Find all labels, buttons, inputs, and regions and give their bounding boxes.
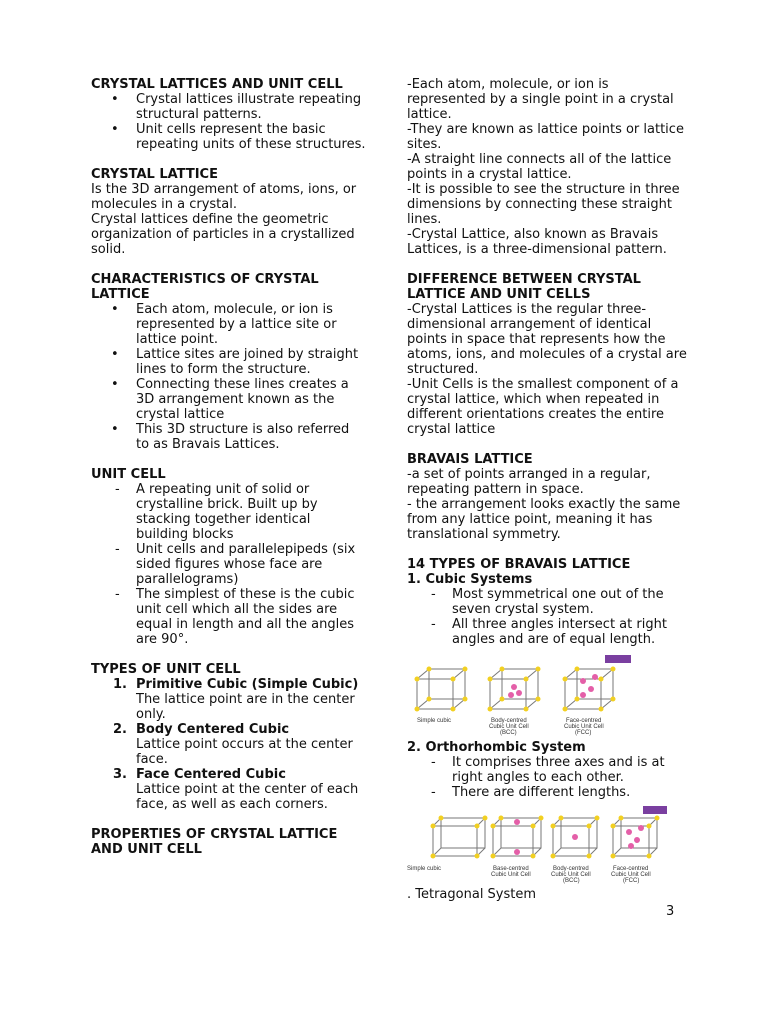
simple-cubic-cell [417,669,465,709]
heading-unit-cell: UNIT CELL [91,467,166,482]
fig-label: Cubic Unit Cell [489,724,529,730]
tetragonal-system-label: . Tetragonal System [407,887,537,902]
list-item [91,722,366,767]
difference-paragraph: -Unit Cells is the smallest component of a crystal lattice, which when repeated in different orientations creates the entire crystal lattice [407,377,679,437]
fig-label: Face-centred [613,866,649,872]
list-item: • Each atom, molecule, or ion is represented by a lattice site or lattice point. [91,302,366,347]
orthorhombic-list [407,755,687,800]
fig-label: Simple cubic [417,718,452,724]
list-item: • Connecting these lines creates a 3D arrangement known as the crystal lattice [91,377,366,422]
cubic-list [407,587,687,647]
list-item: - A repeating unit of solid or crystalline brick. Built up by stacking together identical building blocks [91,482,366,542]
fig-label: Cubic Unit Cell [551,872,591,878]
intro-paragraph: -Each atom, molecule, or ion is represented by a single point in a crystal lattice. [407,77,674,122]
fig-label: Base-centred [493,866,529,872]
fig-label: (FCC) [623,878,640,884]
heading-characteristics: CHARACTERISTICS OF CRYSTAL LATTICE [91,272,319,302]
list-item [91,767,366,812]
item-title: Primitive Cubic (Simple Cubic) [136,677,359,692]
list-item [91,677,366,722]
list-item: - Most symmetrical one out of the seven crystal system. [407,587,687,617]
orthorhombic-cells-figure [407,806,687,884]
fig-label: Cubic Unit Cell [611,872,651,878]
list-item: - The simplest of these is the cubic unit cell which all the sides are equal in length and all the angles are 90°. [91,587,366,647]
fig-label: (BCC) [500,730,517,736]
bravais-paragraph: -a set of points arranged in a regular, repeating pattern in space. [407,467,651,497]
right-column [407,77,687,902]
item-text: Lattice point occurs at the center face. [136,737,353,767]
heading-properties: PROPERTIES OF CRYSTAL LATTICE AND UNIT CELL [91,827,338,857]
center-atoms [508,684,522,698]
ortho-face-cell [613,818,657,856]
crystal-lattice-definition: Is the 3D arrangement of atoms, ions, or molecules in a crystal. [91,182,357,212]
heading-14-types: 14 TYPES OF BRAVAIS LATTICE [407,557,631,572]
page-number: 3 [666,904,675,919]
item-number: 2. [113,722,127,737]
item-text: Lattice point at the center of each face, as well as each corners. [136,782,359,812]
list-item: • Lattice sites are joined by straight lines to form the structure. [91,347,366,377]
heading-cubic-systems: 1. Cubic Systems [407,572,533,587]
crystal-lattice-description: Crystal lattices define the geometric organization of particles in a crystallized solid. [91,212,355,257]
list-item: - There are different lengths. [407,785,687,800]
logo-icon [643,806,667,814]
orthorhombic-cells-illustration [407,806,669,884]
cubic-cells-illustration [407,655,637,737]
fig-label: Body-centred [553,866,589,872]
heading-bravais-lattice: BRAVAIS LATTICE [407,452,533,467]
list-item: - All three angles intersect at right angles and are of equal length. [407,617,687,647]
corner-atoms [431,816,660,859]
list-item: - Unit cells and parallelepipeds (six sided figures whose face are parallelograms) [91,542,366,587]
heading-types-of-unit-cell: TYPES OF UNIT CELL [91,662,241,677]
intro-bullet-list [91,92,366,152]
item-title: Face Centered Cubic [136,767,286,782]
intro-paragraph: -It is possible to see the structure in three dimensions by connecting these straight lines. [407,182,680,227]
fig-label: (FCC) [575,730,592,736]
characteristics-list [91,302,366,452]
item-number: 1. [113,677,127,692]
left-column [91,77,366,857]
fig-label: (BCC) [563,878,580,884]
fig-label: Cubic Unit Cell [564,724,604,730]
intro-paragraph: -A straight line connects all of the lattice points in a crystal lattice. [407,152,672,182]
face-atoms [580,674,598,698]
heading-orthorhombic: 2. Orthorhombic System [407,740,586,755]
item-number: 3. [113,767,127,782]
list-item: - It comprises three axes and is at right angles to each other. [407,755,687,785]
unit-cell-list [91,482,366,647]
difference-paragraph: -Crystal Lattices is the regular three-dimensional arrangement of identical points in space that represents how the atoms, ions, and molecules of a crystal are structured. [407,302,687,377]
list-item: • Unit cells represent the basic repeating units of these structures. [91,122,366,152]
list-item: • This 3D structure is also referred to as Bravais Lattices. [91,422,366,452]
fig-label: Body-centred [491,718,527,724]
list-item: • Crystal lattices illustrate repeating structural patterns. [91,92,366,122]
logo-icon [605,655,631,663]
heading-crystal-lattices-and-unit-cell: CRYSTAL LATTICES AND UNIT CELL [91,77,343,92]
unit-cell-types-list [91,677,366,812]
fig-label: Face-centred [566,718,602,724]
intro-paragraph: -They are known as lattice points or lattice sites. [407,122,684,152]
item-title: Body Centered Cubic [136,722,290,737]
bravais-paragraph: - the arrangement looks exactly the same from any lattice point, meaning it has translational symmetry. [407,497,681,542]
heading-difference: DIFFERENCE BETWEEN CRYSTAL LATTICE AND UNIT CELLS [407,272,641,302]
fig-label: Cubic Unit Cell [491,872,531,878]
item-text: The lattice point are in the center only. [136,692,355,722]
intro-paragraph: -Crystal Lattice, also known as Bravais Lattices, is a three-dimensional pattern. [407,227,667,257]
fig-label: Simple cubic [407,866,442,872]
heading-crystal-lattice: CRYSTAL LATTICE [91,167,218,182]
cubic-unit-cells-figure [407,655,687,737]
